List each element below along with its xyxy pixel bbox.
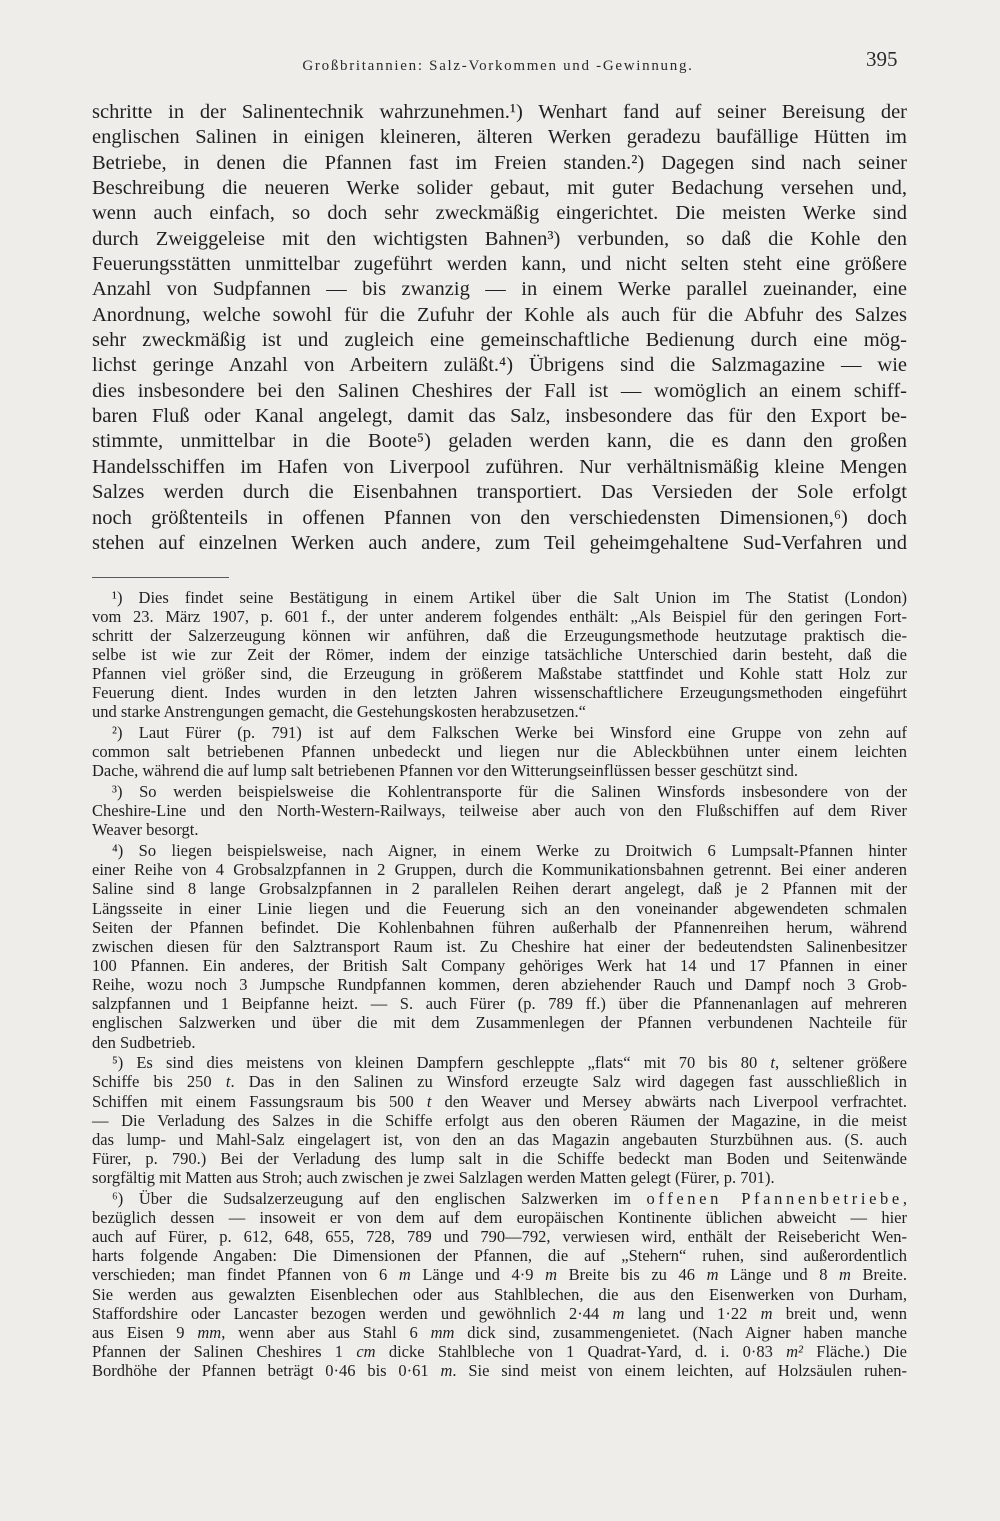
body-line: schritte in der Salinentechnik wahrzunehmen.¹) Wenhart fand auf seiner Bereisung der [92, 101, 907, 123]
body-line: Feuerungsstätten unmittelbar zugeführt werden kann, und nicht selten steht eine größere [92, 253, 907, 276]
body-line: Salzes werden durch die Eisenbahnen transportiert. Das Versieden der Sole erfolgt [92, 481, 907, 504]
body-line: wenn auch einfach, so doch sehr zweckmäßig eingerichtet. Die meisten Werke sind [92, 202, 907, 225]
footnote-line: englischen Salzwerken und über die mit dem Zusammenlegen der Pfannen verbundenen Nachteile für [92, 1013, 907, 1033]
footnote-line [92, 1323, 907, 1342]
footnote-line: Pfannen viel größer sind, die Erzeugung in größerem Maßstabe stattfindet und Kohle statt Holz zur [92, 664, 907, 684]
body-line: stimmte, unmittelbar in die Boote⁵) geladen werden kann, die es dann den großen [92, 430, 907, 453]
text-run: ⁶) Über die Sudsalzerzeugung auf den englischen Salzwerken im [112, 1188, 647, 1208]
footnote-line [92, 1342, 907, 1361]
text-run: den Weaver und Mersey abwärts nach Liverpool verfrachtet. [431, 1091, 907, 1111]
text-run: dicke Stahlbleche von 1 Quadrat-Yard, d. i. 0·83 [375, 1341, 787, 1361]
italic-unit: m [440, 1361, 453, 1381]
footnote-line: Cheshire-Line und den North-Western-Railways, teilweise aber auch von den Flußschiffen auf dem River [92, 801, 907, 821]
footnote-line: Dache, während die auf lump salt betriebenen Pfannen vor den Witterungseinflüssen besser geschützt sind. [92, 761, 799, 781]
text-run: . Das in den Salinen zu Winsford erzeugte Salz wird dagegen fast ausschließlich in [230, 1072, 908, 1092]
footnote-line: bezüglich dessen — insoweit er von dem auf dem europäischen Kontinente üblichen abweicht — hier [92, 1207, 907, 1227]
text-run: ⁵) Es sind dies meistens von kleinen Dampfern geschleppte „flats“ mit 70 bis 80 [112, 1053, 771, 1073]
text-run: Länge und 8 [718, 1265, 840, 1285]
text-run: Länge und 4·9 [410, 1265, 546, 1285]
footnote-line [92, 1189, 907, 1208]
spaced-emphasis: offenen Pfannenbetriebe [646, 1188, 903, 1208]
text-run: Fläche.) Die [803, 1341, 907, 1361]
footnote-line: Feuerung dient. Indes wurden in den letzten Jahren wissenschaftlichere Erzeugungsmethoden eingeführt [92, 683, 907, 703]
text-run: Breite. [850, 1265, 907, 1285]
text-run: Bordhöhe der Pfannen beträgt 0·46 bis 0·61 [92, 1361, 441, 1381]
footnote-5 [92, 1053, 907, 1187]
body-line: baren Fluß oder Kanal angelegt, damit das Salz, insbesondere das für den Export be- [92, 405, 907, 428]
italic-unit: m [545, 1265, 557, 1285]
footnote-line: Längsseite in einer Linie liegen und die Feuerung sich an den voneinander abgewendeten schmalen [92, 898, 907, 918]
text-run: , [902, 1188, 907, 1208]
text-run: dick sind, zusammengenietet. (Nach Aigner haben manche [454, 1322, 908, 1342]
footnote-line: Fürer, p. 790.) Bei der Verladung des lump salt in die Schiffe bedeckt man Boden und Seitenwände [92, 1148, 907, 1168]
italic-unit: cm [356, 1341, 376, 1361]
italic-unit: m [839, 1265, 851, 1285]
text-run: Breite bis zu 46 [557, 1265, 707, 1285]
footnote-2 [92, 723, 907, 780]
italic-unit: mm [197, 1322, 222, 1342]
footnote-line: den Sudbetrieb. [92, 1032, 196, 1052]
footnote-line: schritt der Salzerzeugung können wir anführen, daß die Erzeugungsmethode heutzutage praktisch die- [92, 625, 907, 645]
footnote-line [92, 1361, 907, 1380]
footnote-line [92, 1092, 907, 1111]
running-title: Großbritannien: Salz-Vorkommen und -Gewinnung. [302, 58, 694, 74]
italic-unit: t [225, 1072, 231, 1092]
body-line: englischen Salinen in einigen kleineren, älteren Werken geradezu baufällige Hütten im [92, 126, 907, 149]
footnote-line: sorgfältig mit Matten aus Stroh; auch zwischen je zwei Salzlagen werden Matten gelegt (Fürer, p. 701). [92, 1168, 775, 1188]
footnote-line: — Die Verladung des Salzes in die Schiffe erfolgt aus den oberen Räumen der Magazine, in die meist [92, 1110, 907, 1130]
footnote-line: zwischen diesen für den Salztransport Raum ist. Zu Cheshire hat einer der bedeutendsten Salinenbesitzer [92, 936, 907, 956]
text-run: . Sie sind meist von einem leichten, auf Holzsäulen ruhen- [452, 1361, 908, 1381]
body-line: dies insbesondere bei den Salinen Cheshires der Fall ist — womöglich an einem schiff- [92, 379, 907, 402]
text-run: Schiffe bis 250 [92, 1072, 226, 1092]
body-line: Anordnung, welche sowohl für die Zufuhr der Kohle als auch für die Abfuhr des Salzes [92, 303, 907, 326]
footnote-line: ²) Laut Fürer (p. 791) ist auf dem Falkschen Werke bei Winsford eine Gruppe von zehn auf [112, 723, 907, 743]
body-line: Anzahl von Sudpfannen — bis zwanzig — in einem Werke parallel zueinander, eine [92, 278, 907, 301]
footnote-line [92, 1265, 907, 1284]
body-line: noch größtenteils in offenen Pfannen von den verschiedensten Dimensionen,⁶) doch [92, 506, 907, 529]
text-run: Pfannen der Salinen Cheshires 1 [92, 1341, 357, 1361]
footnote-line: 100 Pfannen. Ein anderes, der British Salt Company gehöriges Werk hat 14 und 17 Pfannen in einer [92, 955, 907, 975]
italic-unit: m [398, 1265, 411, 1285]
italic-unit: m [612, 1303, 625, 1323]
footnote-line: vom 23. März 1907, p. 601 f., der unter anderem folgendes enthält: „Als Beispiel für den geringen Fort- [92, 606, 907, 626]
text-run: Schiffen mit einem Fassungsraum bis 500 [92, 1091, 427, 1111]
italic-unit: t [426, 1091, 432, 1111]
body-line: lichst geringe Anzahl von Arbeitern zuläßt.⁴) Übrigens sind die Salzmagazine — wie [92, 354, 907, 377]
footnote-3 [92, 782, 907, 839]
page-number: 395 [866, 47, 898, 71]
footnote-4 [92, 841, 907, 1052]
footnote-separator [92, 577, 229, 578]
text-run: Staffordshire oder Lancaster bezogen werden und gewöhnlich 2·44 [92, 1303, 613, 1323]
footnote-line: Weaver besorgt. [92, 820, 199, 840]
footnotes [92, 588, 907, 1381]
footnote-line: auch auf Fürer, p. 612, 648, 655, 728, 789 und 790—792, verwiesen wird, enthält der Reisebericht Wen- [92, 1227, 907, 1247]
text-run: , wenn aber aus Stahl 6 [221, 1322, 431, 1342]
body-text [92, 100, 907, 556]
footnote-line: salzpfannen und 1 Beipfanne heizt. — S. auch Fürer (p. 789 ff.) über die Pfannenanlagen auf mehreren [92, 994, 907, 1014]
italic-unit: m [706, 1265, 719, 1285]
footnote-line: ¹) Dies findet seine Bestätigung in einem Artikel über die Salt Union im The Statist (London) [112, 587, 907, 607]
body-line: sehr zweckmäßig ist und zugleich eine gemeinschaftliche Bedienung durch eine mög- [92, 329, 907, 352]
footnote-1 [92, 588, 907, 722]
italic-unit: m [760, 1303, 773, 1323]
italic-unit: m² [786, 1341, 804, 1361]
footnote-6 [92, 1189, 907, 1380]
footnote-line: Seiten der Pfannen befindet. Die Kohlenbahnen führen außerhalb der Pfannenreihen herum, während [92, 917, 907, 937]
body-line: Betriebe, in denen die Pfannen fast im Freien standen.²) Dagegen sind nach seiner [92, 151, 907, 174]
footnote-line: einer Reihe von 4 Grobsalzpfannen in 2 Gruppen, durch die Kommunikationsbahnen getrennt. Bei einer anderen [92, 860, 907, 880]
footnote-line: Sie werden aus gewalzten Eisenblechen oder aus Stahlblechen, die aus den Eisenwerken von Durham, [92, 1284, 907, 1304]
footnote-line: Reihe, wozu noch 3 Jumpsche Rundpfannen kommen, deren abziehender Rauch und Dampf noch 3 Grob- [92, 975, 907, 995]
footnote-line [92, 1304, 907, 1323]
text-run: , seltener größere [774, 1053, 907, 1073]
footnote-line: ⁴) So liegen beispielsweise, nach Aigner, in einem Werke zu Droitwich 6 Lumpsalt-Pfannen hinter [112, 841, 907, 861]
footnote-line: das lump- und Mahl-Salz eingelagert ist, von den an das Magazin angebauten Sturzbühnen aus. (S. auch [92, 1129, 907, 1149]
footnote-line: selbe ist wie zur Zeit der Römer, indem der einzige tatsächliche Unterschied darin besteht, daß die [92, 644, 907, 664]
italic-unit: t [770, 1053, 775, 1073]
footnote-line: common salt betriebenen Pfannen unbedeckt und liegen nur die Ableckbühnen unter einem leichten [92, 742, 907, 762]
footnote-line: und starke Anstrengungen gemacht, die Gestehungskosten herabzusetzen.“ [92, 702, 586, 722]
footnote-line: harts folgende Angaben: Die Dimensionen der Pfannen, die auf „Stehern“ ruhen, sind außerordentlich [92, 1246, 907, 1266]
text-run: verschieden; man findet Pfannen von 6 [92, 1265, 399, 1285]
body-line: durch Zweiggeleise mit den wichtigsten Bahnen³) verbunden, so daß die Kohle den [92, 227, 907, 250]
footnote-line [92, 1072, 907, 1091]
text-run: lang und 1·22 [624, 1303, 761, 1323]
body-line: Beschreibung die neueren Werke solider gebaut, mit guter Bedachung versehen und, [92, 177, 907, 200]
text-run: breit und, wenn [772, 1303, 908, 1323]
body-line: stehen auf einzelnen Werken auch andere, zum Teil geheimgehaltene Sud-Verfahren und [92, 531, 907, 554]
text-run: aus Eisen 9 [92, 1322, 198, 1342]
footnote-line: Saline sind 8 lange Grobsalzpfannen in 2 parallelen Reihen derart angelegt, daß je 2 Pfannen mit der [92, 879, 907, 899]
footnote-line [92, 1053, 907, 1072]
italic-unit: mm [430, 1322, 455, 1342]
footnote-line: ³) So werden beispielsweise die Kohlentransporte für die Salinen Winsfords insbesondere von der [112, 782, 907, 802]
body-line: Handelsschiffen im Hafen von Liverpool zuführen. Nur verhältnismäßig kleine Mengen [92, 455, 907, 478]
